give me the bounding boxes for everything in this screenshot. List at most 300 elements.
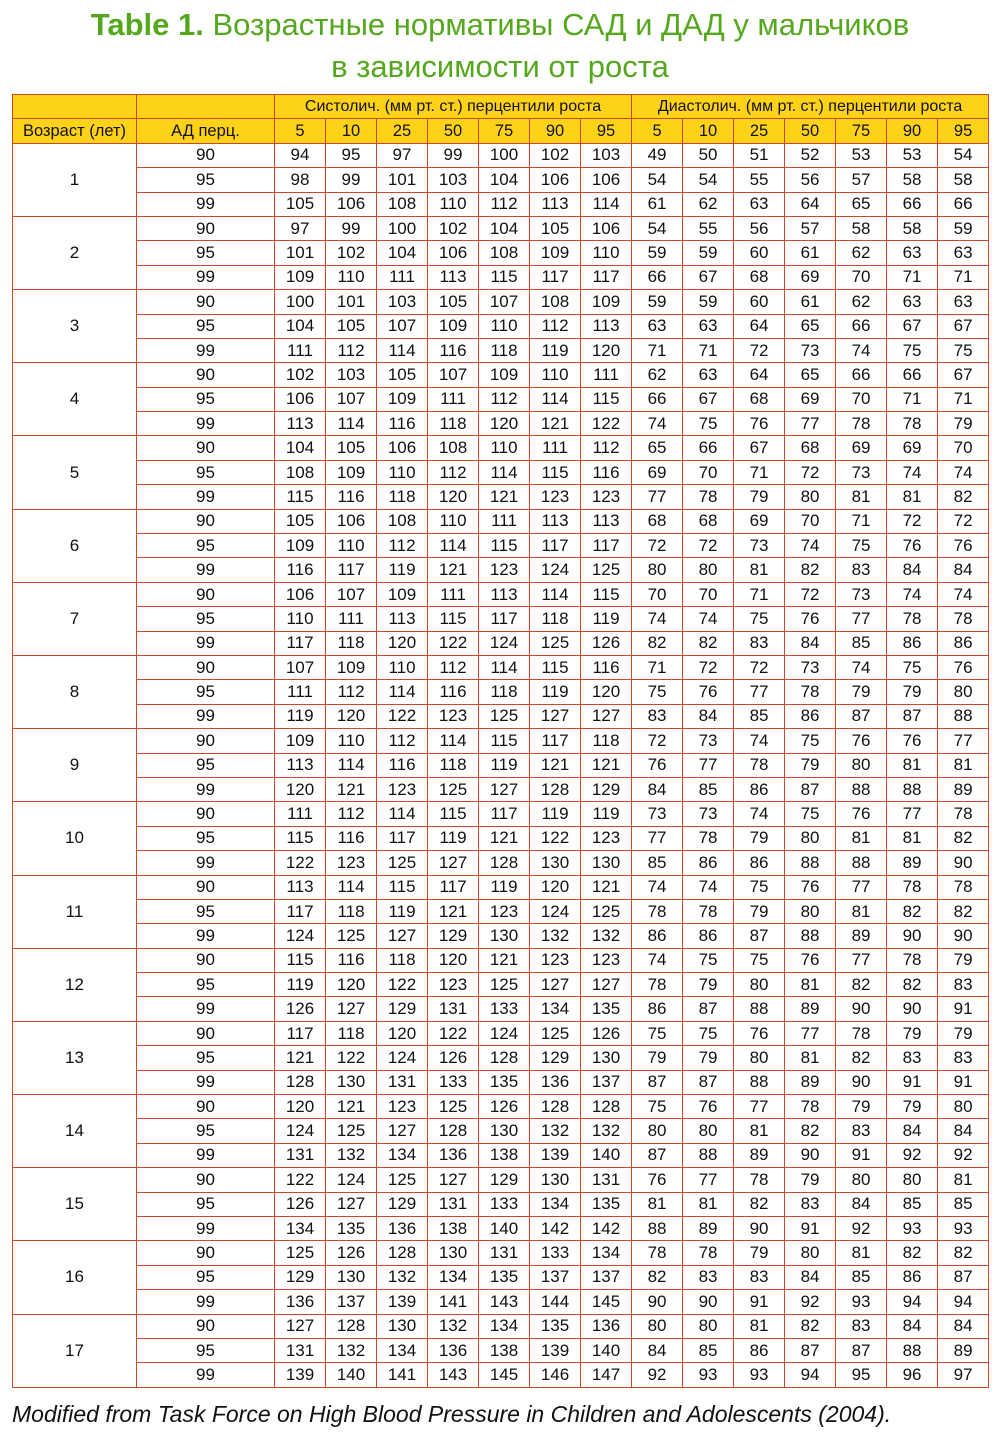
diastolic-value-cell: 63: [683, 363, 734, 387]
systolic-value-cell: 116: [326, 826, 377, 850]
systolic-value-cell: 126: [581, 631, 632, 655]
bp-percentile-cell: 99: [137, 631, 275, 655]
diastolic-value-cell: 91: [734, 1290, 785, 1314]
diastolic-value-cell: 82: [938, 899, 989, 923]
systolic-value-cell: 104: [275, 436, 326, 460]
table-row: [13, 1168, 989, 1192]
table-row: [13, 241, 989, 265]
systolic-value-cell: 110: [530, 363, 581, 387]
systolic-value-cell: 116: [428, 680, 479, 704]
systolic-value-cell: 120: [377, 1021, 428, 1045]
systolic-value-cell: 145: [479, 1363, 530, 1387]
systolic-value-cell: 123: [428, 704, 479, 728]
diastolic-value-cell: 56: [785, 168, 836, 192]
diastolic-value-cell: 74: [887, 582, 938, 606]
systolic-percentile-header: 25: [377, 119, 428, 143]
diastolic-value-cell: 92: [887, 1143, 938, 1167]
bp-percentile-cell: 99: [137, 851, 275, 875]
diastolic-value-cell: 81: [734, 1119, 785, 1143]
diastolic-value-cell: 80: [785, 826, 836, 850]
diastolic-value-cell: 72: [734, 338, 785, 362]
age-column-header: Возраст (лет): [13, 119, 137, 143]
diastolic-value-cell: 77: [785, 412, 836, 436]
systolic-value-cell: 113: [428, 265, 479, 289]
systolic-value-cell: 135: [479, 1265, 530, 1289]
systolic-value-cell: 116: [275, 558, 326, 582]
systolic-value-cell: 113: [275, 412, 326, 436]
systolic-value-cell: 129: [377, 1192, 428, 1216]
systolic-value-cell: 125: [581, 899, 632, 923]
diastolic-percentile-header: 10: [683, 119, 734, 143]
systolic-value-cell: 121: [479, 485, 530, 509]
diastolic-value-cell: 76: [632, 753, 683, 777]
diastolic-value-cell: 90: [632, 1290, 683, 1314]
systolic-value-cell: 115: [428, 607, 479, 631]
systolic-value-cell: 141: [377, 1363, 428, 1387]
systolic-value-cell: 106: [581, 168, 632, 192]
systolic-value-cell: 128: [530, 777, 581, 801]
diastolic-value-cell: 79: [887, 1095, 938, 1119]
systolic-value-cell: 105: [428, 290, 479, 314]
diastolic-value-cell: 81: [887, 485, 938, 509]
diastolic-value-cell: 80: [632, 1314, 683, 1338]
diastolic-value-cell: 71: [887, 387, 938, 411]
systolic-value-cell: 119: [377, 899, 428, 923]
systolic-value-cell: 104: [377, 241, 428, 265]
systolic-value-cell: 127: [377, 1119, 428, 1143]
diastolic-value-cell: 76: [785, 607, 836, 631]
table-row: [13, 924, 989, 948]
systolic-value-cell: 124: [479, 631, 530, 655]
systolic-value-cell: 112: [326, 680, 377, 704]
systolic-value-cell: 103: [377, 290, 428, 314]
diastolic-value-cell: 84: [836, 1192, 887, 1216]
systolic-value-cell: 114: [428, 729, 479, 753]
systolic-value-cell: 125: [275, 1241, 326, 1265]
diastolic-value-cell: 92: [785, 1290, 836, 1314]
systolic-value-cell: 123: [479, 899, 530, 923]
diastolic-value-cell: 63: [938, 290, 989, 314]
systolic-value-cell: 138: [479, 1338, 530, 1362]
systolic-value-cell: 114: [377, 680, 428, 704]
systolic-value-cell: 121: [479, 826, 530, 850]
diastolic-percentile-header: 90: [887, 119, 938, 143]
systolic-value-cell: 127: [530, 973, 581, 997]
table-row: [13, 1241, 989, 1265]
diastolic-value-cell: 82: [683, 631, 734, 655]
systolic-value-cell: 114: [428, 534, 479, 558]
systolic-value-cell: 130: [377, 1314, 428, 1338]
systolic-value-cell: 103: [326, 363, 377, 387]
diastolic-value-cell: 75: [683, 412, 734, 436]
diastolic-value-cell: 87: [632, 1070, 683, 1094]
systolic-value-cell: 112: [581, 436, 632, 460]
systolic-value-cell: 117: [581, 534, 632, 558]
diastolic-value-cell: 97: [938, 1363, 989, 1387]
systolic-value-cell: 119: [275, 973, 326, 997]
diastolic-value-cell: 75: [785, 729, 836, 753]
systolic-value-cell: 131: [275, 1338, 326, 1362]
diastolic-value-cell: 69: [734, 509, 785, 533]
diastolic-value-cell: 74: [683, 875, 734, 899]
diastolic-value-cell: 79: [887, 1021, 938, 1045]
diastolic-value-cell: 77: [836, 948, 887, 972]
systolic-value-cell: 117: [275, 631, 326, 655]
diastolic-value-cell: 83: [836, 1119, 887, 1143]
diastolic-value-cell: 69: [887, 436, 938, 460]
diastolic-value-cell: 78: [887, 875, 938, 899]
systolic-value-cell: 122: [428, 631, 479, 655]
diastolic-value-cell: 94: [785, 1363, 836, 1387]
table-row: [13, 973, 989, 997]
systolic-value-cell: 131: [428, 997, 479, 1021]
systolic-value-cell: 116: [377, 753, 428, 777]
diastolic-value-cell: 92: [836, 1216, 887, 1240]
diastolic-value-cell: 72: [632, 729, 683, 753]
diastolic-value-cell: 63: [683, 314, 734, 338]
bp-percentile-cell: 95: [137, 534, 275, 558]
diastolic-value-cell: 85: [683, 777, 734, 801]
diastolic-value-cell: 72: [785, 460, 836, 484]
bp-percentile-cell: 95: [137, 607, 275, 631]
systolic-value-cell: 110: [326, 265, 377, 289]
diastolic-value-cell: 63: [734, 192, 785, 216]
title-text-1: Возрастные нормативы САД и ДАД у мальчиков: [212, 7, 910, 42]
diastolic-value-cell: 81: [938, 1168, 989, 1192]
diastolic-value-cell: 79: [836, 680, 887, 704]
diastolic-value-cell: 80: [836, 753, 887, 777]
systolic-value-cell: 104: [479, 168, 530, 192]
diastolic-value-cell: 77: [683, 753, 734, 777]
systolic-value-cell: 111: [275, 338, 326, 362]
systolic-value-cell: 104: [275, 314, 326, 338]
systolic-value-cell: 119: [530, 802, 581, 826]
diastolic-value-cell: 74: [836, 655, 887, 679]
diastolic-value-cell: 82: [836, 1046, 887, 1070]
diastolic-value-cell: 87: [683, 997, 734, 1021]
bp-percentile-cell: 90: [137, 290, 275, 314]
table-row: [13, 1216, 989, 1240]
systolic-value-cell: 140: [326, 1363, 377, 1387]
systolic-value-cell: 125: [326, 924, 377, 948]
diastolic-value-cell: 85: [632, 851, 683, 875]
systolic-value-cell: 119: [479, 875, 530, 899]
diastolic-value-cell: 73: [785, 655, 836, 679]
systolic-value-cell: 130: [581, 851, 632, 875]
diastolic-value-cell: 62: [836, 290, 887, 314]
diastolic-value-cell: 59: [683, 290, 734, 314]
systolic-value-cell: 111: [377, 265, 428, 289]
diastolic-value-cell: 89: [683, 1216, 734, 1240]
systolic-value-cell: 106: [581, 216, 632, 240]
systolic-value-cell: 123: [428, 973, 479, 997]
systolic-value-cell: 133: [479, 1192, 530, 1216]
bp-percentile-cell: 90: [137, 729, 275, 753]
diastolic-value-cell: 78: [938, 802, 989, 826]
diastolic-value-cell: 90: [938, 924, 989, 948]
age-cell: 1: [13, 143, 137, 216]
systolic-value-cell: 130: [581, 1046, 632, 1070]
systolic-value-cell: 107: [479, 290, 530, 314]
systolic-value-cell: 119: [428, 826, 479, 850]
systolic-value-cell: 111: [275, 680, 326, 704]
age-cell: 11: [13, 875, 137, 948]
systolic-value-cell: 111: [428, 387, 479, 411]
systolic-value-cell: 146: [530, 1363, 581, 1387]
diastolic-value-cell: 68: [632, 509, 683, 533]
systolic-value-cell: 123: [530, 948, 581, 972]
systolic-value-cell: 140: [479, 1216, 530, 1240]
systolic-value-cell: 100: [275, 290, 326, 314]
diastolic-value-cell: 93: [683, 1363, 734, 1387]
diastolic-value-cell: 93: [836, 1290, 887, 1314]
diastolic-value-cell: 67: [734, 436, 785, 460]
diastolic-value-cell: 87: [836, 1338, 887, 1362]
diastolic-value-cell: 82: [785, 1314, 836, 1338]
diastolic-value-cell: 76: [632, 1168, 683, 1192]
systolic-value-cell: 103: [428, 168, 479, 192]
systolic-value-cell: 112: [479, 192, 530, 216]
diastolic-value-cell: 85: [734, 704, 785, 728]
systolic-value-cell: 110: [377, 460, 428, 484]
diastolic-value-cell: 69: [785, 387, 836, 411]
diastolic-value-cell: 89: [836, 924, 887, 948]
diastolic-value-cell: 71: [683, 338, 734, 362]
systolic-value-cell: 111: [326, 607, 377, 631]
diastolic-value-cell: 81: [734, 558, 785, 582]
systolic-value-cell: 94: [275, 143, 326, 167]
systolic-value-cell: 110: [479, 314, 530, 338]
systolic-value-cell: 111: [581, 363, 632, 387]
systolic-value-cell: 124: [479, 1021, 530, 1045]
systolic-value-cell: 120: [581, 338, 632, 362]
diastolic-value-cell: 76: [836, 729, 887, 753]
systolic-value-cell: 122: [326, 1046, 377, 1070]
table-row: [13, 777, 989, 801]
diastolic-value-cell: 79: [938, 948, 989, 972]
systolic-value-cell: 109: [530, 241, 581, 265]
systolic-value-cell: 108: [530, 290, 581, 314]
systolic-value-cell: 118: [377, 948, 428, 972]
diastolic-value-cell: 84: [632, 777, 683, 801]
systolic-value-cell: 143: [479, 1290, 530, 1314]
bp-percentile-cell: 95: [137, 1119, 275, 1143]
diastolic-value-cell: 57: [836, 168, 887, 192]
diastolic-percentile-header: 25: [734, 119, 785, 143]
systolic-value-cell: 122: [428, 1021, 479, 1045]
systolic-value-cell: 123: [377, 777, 428, 801]
systolic-value-cell: 108: [428, 436, 479, 460]
systolic-percentile-header: 10: [326, 119, 377, 143]
diastolic-value-cell: 79: [683, 1046, 734, 1070]
table-row: [13, 534, 989, 558]
table-row: [13, 412, 989, 436]
systolic-value-cell: 116: [377, 412, 428, 436]
diastolic-value-cell: 75: [785, 802, 836, 826]
diastolic-value-cell: 93: [734, 1363, 785, 1387]
diastolic-value-cell: 84: [887, 1314, 938, 1338]
table-row: [13, 826, 989, 850]
table-row: [13, 1338, 989, 1362]
systolic-value-cell: 118: [377, 485, 428, 509]
systolic-value-cell: 115: [479, 265, 530, 289]
bp-percentile-cell: 90: [137, 216, 275, 240]
systolic-value-cell: 137: [581, 1070, 632, 1094]
diastolic-value-cell: 82: [632, 1265, 683, 1289]
table-row: [13, 607, 989, 631]
systolic-value-cell: 114: [377, 802, 428, 826]
age-cell: 5: [13, 436, 137, 509]
table-row: [13, 1290, 989, 1314]
table-row: [13, 582, 989, 606]
diastolic-value-cell: 78: [734, 753, 785, 777]
diastolic-value-cell: 82: [887, 973, 938, 997]
systolic-value-cell: 140: [581, 1143, 632, 1167]
diastolic-value-cell: 89: [734, 1143, 785, 1167]
systolic-value-cell: 110: [326, 729, 377, 753]
systolic-value-cell: 128: [377, 1241, 428, 1265]
systolic-value-cell: 110: [581, 241, 632, 265]
systolic-value-cell: 101: [377, 168, 428, 192]
table-row: [13, 460, 989, 484]
systolic-value-cell: 137: [581, 1265, 632, 1289]
systolic-value-cell: 111: [428, 582, 479, 606]
diastolic-value-cell: 76: [836, 802, 887, 826]
systolic-value-cell: 107: [326, 387, 377, 411]
diastolic-value-cell: 84: [887, 558, 938, 582]
table-row: [13, 680, 989, 704]
systolic-value-cell: 136: [581, 1314, 632, 1338]
systolic-value-cell: 106: [428, 241, 479, 265]
diastolic-value-cell: 92: [938, 1143, 989, 1167]
table-row: [13, 729, 989, 753]
systolic-value-cell: 127: [530, 704, 581, 728]
diastolic-value-cell: 89: [785, 997, 836, 1021]
diastolic-value-cell: 83: [938, 973, 989, 997]
bp-percentile-cell: 90: [137, 948, 275, 972]
bp-percentile-cell: 99: [137, 1363, 275, 1387]
systolic-value-cell: 128: [581, 1095, 632, 1119]
systolic-value-cell: 111: [275, 802, 326, 826]
systolic-value-cell: 126: [479, 1095, 530, 1119]
systolic-value-cell: 124: [326, 1168, 377, 1192]
table-row: [13, 997, 989, 1021]
systolic-value-cell: 113: [275, 753, 326, 777]
diastolic-value-cell: 49: [632, 143, 683, 167]
table-row: [13, 363, 989, 387]
bp-percentile-cell: 95: [137, 1265, 275, 1289]
systolic-value-cell: 112: [326, 338, 377, 362]
systolic-value-cell: 105: [377, 363, 428, 387]
systolic-value-cell: 114: [530, 387, 581, 411]
diastolic-value-cell: 89: [938, 1338, 989, 1362]
diastolic-value-cell: 91: [938, 1070, 989, 1094]
systolic-value-cell: 122: [377, 973, 428, 997]
table-row: [13, 143, 989, 167]
diastolic-value-cell: 62: [683, 192, 734, 216]
age-cell: 14: [13, 1095, 137, 1168]
systolic-value-cell: 130: [479, 1119, 530, 1143]
diastolic-value-cell: 68: [683, 509, 734, 533]
diastolic-value-cell: 78: [683, 1241, 734, 1265]
systolic-value-cell: 110: [479, 436, 530, 460]
diastolic-value-cell: 87: [683, 1070, 734, 1094]
diastolic-value-cell: 66: [632, 265, 683, 289]
systolic-value-cell: 125: [479, 973, 530, 997]
diastolic-value-cell: 67: [938, 363, 989, 387]
header-row-columns: [13, 119, 989, 143]
systolic-value-cell: 115: [479, 729, 530, 753]
title-line-2: в зависимости от роста: [331, 49, 669, 84]
systolic-value-cell: 109: [326, 655, 377, 679]
diastolic-value-cell: 73: [836, 582, 887, 606]
systolic-value-cell: 135: [479, 1070, 530, 1094]
diastolic-value-cell: 84: [887, 1119, 938, 1143]
diastolic-value-cell: 81: [938, 753, 989, 777]
table-row: [13, 1119, 989, 1143]
table-title: [0, 4, 1000, 88]
diastolic-value-cell: 66: [836, 314, 887, 338]
diastolic-value-cell: 70: [836, 265, 887, 289]
table-row: [13, 704, 989, 728]
systolic-value-cell: 106: [326, 192, 377, 216]
systolic-value-cell: 144: [530, 1290, 581, 1314]
diastolic-value-cell: 88: [938, 704, 989, 728]
diastolic-value-cell: 86: [887, 1265, 938, 1289]
diastolic-value-cell: 96: [887, 1363, 938, 1387]
diastolic-value-cell: 90: [785, 1143, 836, 1167]
bp-percentile-cell: 95: [137, 680, 275, 704]
diastolic-value-cell: 61: [785, 290, 836, 314]
diastolic-value-cell: 81: [785, 1046, 836, 1070]
age-cell: 16: [13, 1241, 137, 1314]
systolic-value-cell: 131: [428, 1192, 479, 1216]
systolic-value-cell: 145: [581, 1290, 632, 1314]
table-row: [13, 948, 989, 972]
bp-percentile-cell: 90: [137, 509, 275, 533]
diastolic-value-cell: 78: [683, 899, 734, 923]
systolic-value-cell: 127: [326, 1192, 377, 1216]
systolic-value-cell: 101: [326, 290, 377, 314]
systolic-value-cell: 116: [581, 460, 632, 484]
diastolic-value-cell: 80: [938, 1095, 989, 1119]
diastolic-value-cell: 85: [836, 1265, 887, 1289]
diastolic-value-cell: 90: [836, 997, 887, 1021]
diastolic-value-cell: 75: [887, 655, 938, 679]
diastolic-value-cell: 75: [683, 1021, 734, 1045]
diastolic-value-cell: 91: [938, 997, 989, 1021]
diastolic-value-cell: 80: [785, 485, 836, 509]
diastolic-value-cell: 69: [785, 265, 836, 289]
systolic-value-cell: 102: [530, 143, 581, 167]
systolic-value-cell: 135: [581, 997, 632, 1021]
diastolic-value-cell: 82: [785, 1119, 836, 1143]
systolic-value-cell: 122: [377, 704, 428, 728]
diastolic-value-cell: 83: [734, 631, 785, 655]
systolic-value-cell: 118: [326, 899, 377, 923]
diastolic-value-cell: 84: [938, 558, 989, 582]
systolic-value-cell: 136: [428, 1143, 479, 1167]
systolic-value-cell: 123: [479, 558, 530, 582]
systolic-value-cell: 127: [428, 1168, 479, 1192]
diastolic-value-cell: 76: [887, 534, 938, 558]
systolic-value-cell: 120: [275, 777, 326, 801]
diastolic-value-cell: 79: [734, 485, 785, 509]
systolic-value-cell: 112: [428, 655, 479, 679]
diastolic-value-cell: 87: [887, 704, 938, 728]
bp-percentile-cell: 95: [137, 1192, 275, 1216]
diastolic-value-cell: 79: [734, 1241, 785, 1265]
